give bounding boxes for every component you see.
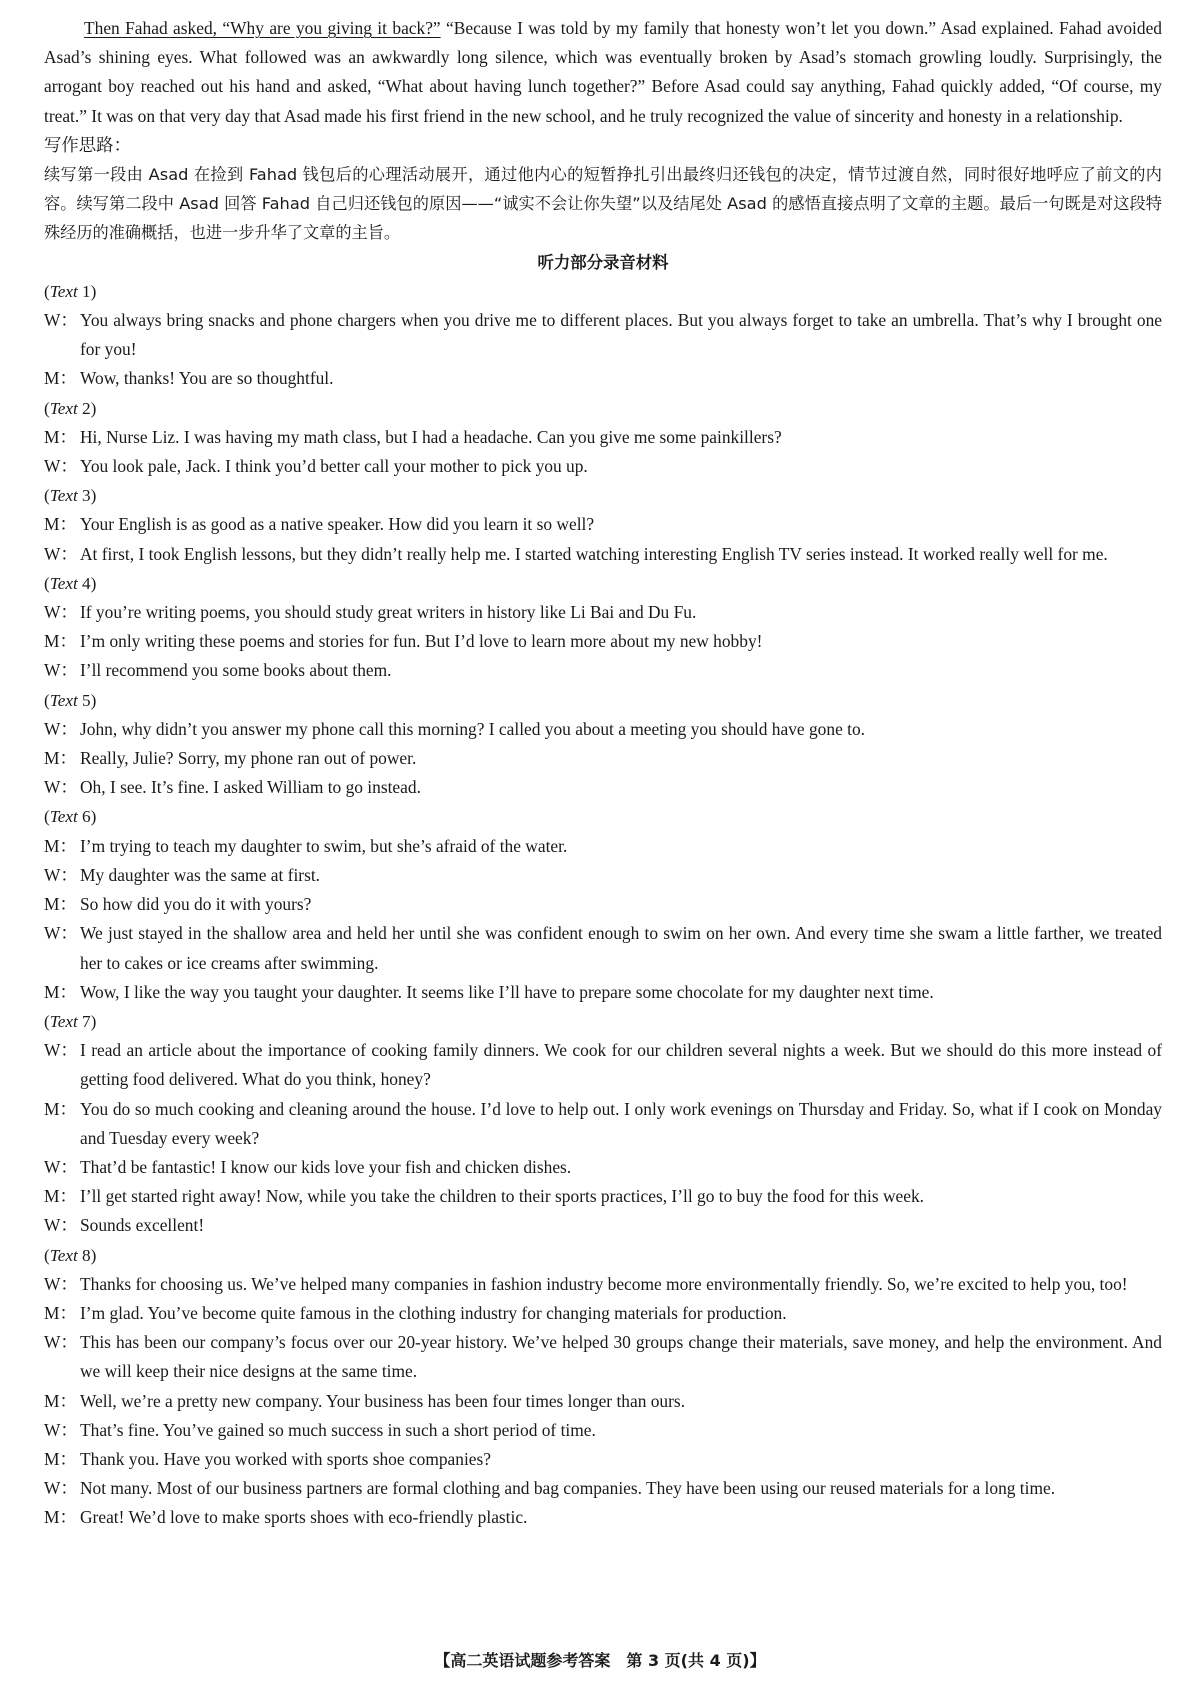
- dialogue-line: [44, 832, 1162, 861]
- speaker-label: M：: [44, 1186, 77, 1207]
- utterance-text: That’s fine. You’ve gained so much success in such a short period of time.: [80, 1419, 596, 1440]
- text-label-number: 7: [77, 1011, 91, 1031]
- dialogue-line: [44, 773, 1162, 802]
- dialogue-line: [44, 1182, 1162, 1211]
- answer-key-page: [44, 14, 1162, 1533]
- speaker-label: M：: [44, 368, 77, 389]
- utterance-text: My daughter was the same at first.: [80, 864, 321, 885]
- utterance-text: I’m glad. You’ve become quite famous in the clothing industry for changing materials for production.: [80, 1302, 787, 1323]
- given-opening-sentence: Then Fahad asked, “Why are you giving it back?”: [84, 18, 441, 38]
- dialogue-line: [44, 1095, 1162, 1153]
- utterance-text: You always bring snacks and phone chargers when you drive me to different places. But you always forget to take an umbrella. That’s why I brought one for you!: [80, 310, 1162, 360]
- text-label-word: Text: [49, 281, 78, 301]
- utterance-text: Really, Julie? Sorry, my phone ran out of power.: [80, 748, 417, 769]
- text-label-word: Text: [49, 1011, 78, 1031]
- utterance-text: Not many. Most of our business partners are formal clothing and bag companies. They have been using our reused materials for a long time.: [80, 1478, 1056, 1499]
- listening-transcripts: [44, 277, 1162, 1533]
- speaker-label: M：: [44, 748, 77, 769]
- utterance-text: Wow, thanks! You are so thoughtful.: [80, 368, 334, 389]
- dialogue-line: [44, 423, 1162, 452]
- dialogue-line: [44, 306, 1162, 364]
- text-label: (Text 5): [44, 690, 97, 710]
- text-label-number: 6: [77, 807, 91, 827]
- dialogue-line: [44, 1328, 1162, 1386]
- text-label-number: 2: [77, 398, 91, 418]
- dialogue-line: [44, 1503, 1162, 1532]
- dialogue-line: [44, 656, 1162, 685]
- dialogue-line: [44, 452, 1162, 481]
- speaker-label: W：: [44, 660, 78, 681]
- utterance-text: Your English is as good as a native speaker. How did you learn it so well?: [80, 514, 595, 535]
- dialogue-line: [44, 510, 1162, 539]
- text-label: (Text 4): [44, 573, 97, 593]
- dialogue-line: [44, 715, 1162, 744]
- speaker-label: M：: [44, 981, 77, 1002]
- dialogue-line: [44, 540, 1162, 569]
- text-label-number: 5: [77, 690, 91, 710]
- speaker-label: W：: [44, 1040, 78, 1061]
- speaker-label: M：: [44, 514, 77, 535]
- dialogue-line: [44, 744, 1162, 773]
- dialogue-line: [44, 364, 1162, 393]
- speaker-label: M：: [44, 835, 77, 856]
- dialogue-line: [44, 1474, 1162, 1503]
- utterance-text: This has been our company’s focus over our 20-year history. We’ve helped 30 groups change their materials, save money, and help the environment. And we will keep their nice designs at the same time.: [80, 1332, 1162, 1382]
- speaker-label: W：: [44, 456, 78, 477]
- text-label: (Text 6): [44, 807, 97, 827]
- speaker-label: W：: [44, 310, 78, 331]
- dialogue-line: [44, 598, 1162, 627]
- speaker-label: M：: [44, 631, 77, 652]
- speaker-label: W：: [44, 923, 78, 944]
- text-label-word: Text: [49, 486, 78, 506]
- speaker-label: W：: [44, 1156, 78, 1177]
- utterance-text: I’m trying to teach my daughter to swim, but she’s afraid of the water.: [80, 835, 568, 856]
- utterance-text: At first, I took English lessons, but they didn’t really help me. I started watching interesting English TV series instead. It worked really well for me.: [80, 543, 1108, 564]
- speaker-label: M：: [44, 1098, 77, 1119]
- utterance-text: I’ll get started right away! Now, while you take the children to their sports practices, I’ll go to buy the food for this week.: [80, 1186, 925, 1207]
- speaker-label: W：: [44, 1215, 78, 1236]
- text-label: (Text 2): [44, 398, 97, 418]
- text-label: (Text 3): [44, 486, 97, 506]
- dialogue-line: [44, 1387, 1162, 1416]
- utterance-text: Sounds excellent!: [80, 1215, 205, 1236]
- story-continuation-paragraph: [44, 14, 1162, 131]
- page-footer: 【高二英语试题参考答案 第 3 页(共 4 页)】: [434, 1651, 766, 1670]
- speaker-label: W：: [44, 1419, 78, 1440]
- utterance-text: If you’re writing poems, you should study great writers in history like Li Bai and Du Fu.: [80, 602, 697, 623]
- utterance-text: I read an article about the importance of cooking family dinners. We cook for our children several nights a week. But we should do this more instead of getting food delivered. What do you think, honey?: [80, 1040, 1162, 1090]
- speaker-label: M：: [44, 1302, 77, 1323]
- dialogue-line: [44, 861, 1162, 890]
- dialogue-line: [44, 1211, 1162, 1240]
- dialogue-line: [44, 1445, 1162, 1474]
- dialogue-line: [44, 978, 1162, 1007]
- speaker-label: M：: [44, 1507, 77, 1528]
- utterance-text: Thanks for choosing us. We’ve helped many companies in fashion industry become more environmentally friendly. So, we’re excited to help you, too!: [80, 1273, 1128, 1294]
- speaker-label: W：: [44, 1332, 78, 1353]
- text-label: (Text 1): [44, 281, 97, 301]
- text-label-word: Text: [49, 807, 78, 827]
- utterance-text: So how did you do it with yours?: [80, 894, 312, 915]
- listening-section-title: 听力部分录音材料: [537, 252, 669, 272]
- dialogue-line: [44, 890, 1162, 919]
- text-label-word: Text: [49, 1245, 78, 1265]
- text-label-word: Text: [49, 398, 78, 418]
- dialogue-line: [44, 1416, 1162, 1445]
- dialogue-line: [44, 1299, 1162, 1328]
- dialogue-line: [44, 627, 1162, 656]
- speaker-label: W：: [44, 1478, 78, 1499]
- speaker-label: W：: [44, 864, 78, 885]
- speaker-label: W：: [44, 1273, 78, 1294]
- writing-idea-label: 写作思路：: [44, 134, 131, 155]
- dialogue-line: [44, 919, 1162, 977]
- utterance-text: You do so much cooking and cleaning around the house. I’d love to help out. I only work evenings on Thursday and Friday. So, what if I cook on Monday and Tuesday every week?: [80, 1098, 1162, 1148]
- utterance-text: I’ll recommend you some books about them.: [80, 660, 392, 681]
- dialogue-line: [44, 1270, 1162, 1299]
- speaker-label: W：: [44, 543, 78, 564]
- utterance-text: That’d be fantastic! I know our kids love your fish and chicken dishes.: [80, 1156, 572, 1177]
- speaker-label: M：: [44, 426, 77, 447]
- dialogue-line: [44, 1036, 1162, 1094]
- text-label-number: 4: [77, 573, 91, 593]
- text-label: (Text 7): [44, 1011, 97, 1031]
- utterance-text: Wow, I like the way you taught your daughter. It seems like I’ll have to prepare some chocolate for my daughter next time.: [80, 981, 934, 1002]
- utterance-text: I’m only writing these poems and stories for fun. But I’d love to learn more about my new hobby!: [80, 631, 763, 652]
- speaker-label: M：: [44, 1390, 77, 1411]
- text-label-number: 3: [77, 486, 91, 506]
- dialogue-line: [44, 1153, 1162, 1182]
- text-label-number: 1: [77, 281, 91, 301]
- story-continuation-text: “Because I was told by my family that honesty won’t let you down.” Asad explained. Fahad avoided Asad’s shining eyes. What followed was an awkwardly long silence, which was eventually broken by Asad’s stomach growling loudly. Surprisingly, the arrogant boy reached out his hand and asked, “What about having lunch together?” Before Asad could say anything, Fahad quickly added, “Of course, my treat.” It was on that very day that Asad made his first friend in the new school, and he truly recognized the value of sincerity and honesty in a relationship.: [44, 18, 1162, 126]
- speaker-label: W：: [44, 777, 78, 798]
- speaker-label: W：: [44, 718, 78, 739]
- text-label-word: Text: [49, 690, 78, 710]
- writing-idea-text: 续写第一段由 Asad 在捡到 Fahad 钱包后的心理活动展开，通过他内心的短暂挣扎引出最终归还钱包的决定，情节过渡自然，同时很好地呼应了前文的内容。续写第二段中 Asad 回答 Fahad 自己归还钱包的原因——“诚实不会让你失望”以及结尾处 Asad 的感悟直接点明了文章的主题。最后一句既是对这段特殊经历的准确概括，也进一步升华了文章的主旨。: [44, 165, 1162, 243]
- utterance-text: Well, we’re a pretty new company. Your business has been four times longer than ours.: [80, 1390, 686, 1411]
- text-label-word: Text: [49, 573, 78, 593]
- speaker-label: M：: [44, 1448, 77, 1469]
- utterance-text: Thank you. Have you worked with sports shoe companies?: [80, 1448, 492, 1469]
- utterance-text: We just stayed in the shallow area and held her until she was confident enough to swim on her own. And every time she swam a little farther, we treated her to cakes or ice creams after swimming.: [80, 923, 1162, 973]
- speaker-label: W：: [44, 602, 78, 623]
- utterance-text: John, why didn’t you answer my phone call this morning? I called you about a meeting you should have gone to.: [80, 718, 866, 739]
- text-label-number: 8: [77, 1245, 91, 1265]
- utterance-text: Oh, I see. It’s fine. I asked William to go instead.: [80, 777, 421, 798]
- utterance-text: Hi, Nurse Liz. I was having my math class, but I had a headache. Can you give me some painkillers?: [80, 426, 782, 447]
- utterance-text: You look pale, Jack. I think you’d better call your mother to pick you up.: [80, 456, 588, 477]
- text-label: (Text 8): [44, 1245, 97, 1265]
- utterance-text: Great! We’d love to make sports shoes with eco-friendly plastic.: [80, 1507, 528, 1528]
- speaker-label: M：: [44, 894, 77, 915]
